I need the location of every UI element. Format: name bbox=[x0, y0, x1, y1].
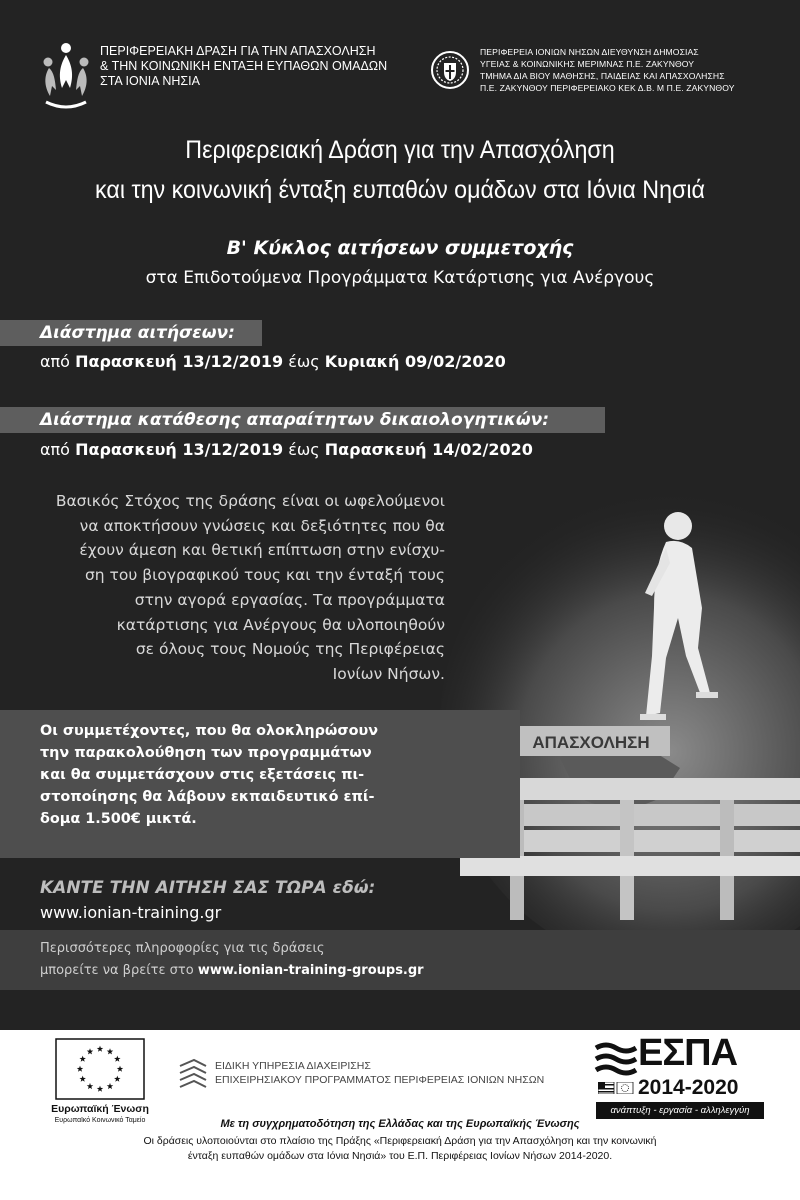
participants-line: την παρακολούθηση των προγραμμάτων bbox=[40, 745, 372, 761]
greek-seal-icon bbox=[430, 50, 470, 90]
cofunding-statement: Με τη συγχρηματοδότηση της Ελλάδας και της Ευρωπαϊκής Ένωσης bbox=[220, 1118, 580, 1130]
call-to-action: ΚΑΝΤΕ ΤΗΝ ΑΙΤΗΣΗ ΣΑΣ ΤΩΡΑ εδώ: bbox=[40, 878, 376, 898]
info-line bbox=[40, 960, 424, 982]
goal-paragraph bbox=[40, 489, 445, 687]
info-prefix: μπορείτε να βρείτε στο bbox=[40, 963, 194, 978]
participants-line: Οι συμμετέχοντες, που θα ολοκληρώσουν bbox=[40, 723, 378, 739]
application-link[interactable]: www.ionian-training.gr bbox=[40, 903, 222, 922]
espa-title: ΕΣΠΑ bbox=[638, 1032, 738, 1074]
espa-years: 2014-2020 bbox=[638, 1076, 739, 1099]
right-org-line: Π.Ε. ΖΑΚΥΝΘΟΥ ΠΕΡΙΦΕΡΕΙΑΚΟ ΚΕΚ Δ.Β. Μ Π.Ε. ΖΑΚΥΝΘΟΥ bbox=[480, 83, 735, 93]
footnote-line: Οι δράσεις υλοποιούνται στο πλαίσιο της Πράξης «Περιφερειακή Δράση για την Απασχόληση και την κοινωνική bbox=[143, 1135, 657, 1147]
right-organization bbox=[480, 46, 780, 94]
right-org-line: ΥΓΕΙΑΣ & ΚΟΙΝΩΝΙΚΗΣ ΜΕΡΙΜΝΑΣ Π.Ε. ΖΑΚΥΝΘΟΥ bbox=[480, 59, 695, 69]
main-title bbox=[28, 130, 772, 210]
goal-line: να αποκτήσουν γνώσεις και δεξιότητες που θα bbox=[79, 516, 445, 535]
cycle-heading: Β' Κύκλος αιτήσεων συμμετοχής bbox=[226, 237, 574, 259]
participants-paragraph bbox=[40, 720, 420, 830]
right-org-line: ΤΜΗΜΑ ΔΙΑ ΒΙΟΥ ΜΑΘΗΣΗΣ, ΠΑΙΔΕΙΑΣ ΚΑΙ ΑΠΑΣΧΟΛΗΣΗΣ bbox=[480, 71, 725, 81]
to-word: έως bbox=[288, 440, 320, 459]
title-line: Περιφερειακή Δράση για την Απασχόληση bbox=[185, 136, 615, 164]
title-line: και την κοινωνική ένταξη ευπαθών ομάδων στα Ιόνια Νησιά bbox=[95, 176, 705, 204]
goal-line: Βασικός Στόχος της δράσης είναι οι ωφελούμενοι bbox=[55, 492, 445, 510]
goal-line: στην αγορά εργασίας. Τα προγράμματα bbox=[134, 590, 445, 609]
documents-period-label: Διάστημα κατάθεσης απαραίτητων δικαιολογητικών: bbox=[0, 407, 605, 433]
footnote-line: ένταξη ευπαθών ομάδων στα Ιόνια Νησιά» του Ε.Π. Περιφέρειας Ιονίων Νήσων 2014-2020. bbox=[187, 1150, 613, 1162]
more-info bbox=[40, 938, 424, 982]
left-organization bbox=[100, 44, 410, 89]
info-link[interactable]: www.ionian-training-groups.gr bbox=[197, 963, 424, 978]
goal-line: ση του βιογραφικού τους και την ένταξή τους bbox=[84, 566, 445, 585]
managing-authority-line: ΕΙΔΙΚΗ ΥΠΗΡΕΣΙΑ ΔΙΑΧΕΙΡΙΣΗΣ bbox=[215, 1060, 371, 1072]
eu-flag-icon bbox=[55, 1038, 145, 1100]
goal-line: σε όλους τους Νομούς της Περιφέρειας bbox=[135, 640, 445, 659]
espa-slogan: ανάπτυξη - εργασία - αλληλεγγύη bbox=[596, 1102, 764, 1119]
greece-eu-flags-icon bbox=[598, 1082, 634, 1094]
subtitle: στα Επιδοτούμενα Προγράμματα Κατάρτισης για Ανέργους bbox=[145, 268, 655, 288]
managing-authority-logo-icon bbox=[178, 1058, 208, 1090]
left-org-line: & ΤΗΝ ΚΟΙΝΩΝΙΚΗ ΕΝΤΑΞΗ ΕΥΠΑΘΩΝ ΟΜΑΔΩΝ bbox=[100, 59, 388, 73]
left-org-line: ΠΕΡΙΦΕΡΕΙΑΚΗ ΔΡΑΣΗ ΓΙΑ ΤΗΝ ΑΠΑΣΧΟΛΗΣΗ bbox=[100, 44, 376, 58]
documents-period-dates bbox=[40, 439, 533, 461]
left-org-line: ΣΤΑ ΙΟΝΙΑ ΝΗΣΙΑ bbox=[100, 74, 200, 88]
goal-line: κατάρτισης για Ανέργους θα υλοποιηθούν bbox=[116, 615, 445, 634]
managing-authority-line: ΕΠΙΧΕΙΡΗΣΙΑΚΟΥ ΠΡΟΓΡΑΜΜΑΤΟΣ ΠΕΡΙΦΕΡΕΙΑΣ ΙΟΝΙΩΝ ΝΗΣΩΝ bbox=[215, 1074, 545, 1086]
espa-waves-icon bbox=[594, 1040, 638, 1080]
info-line: Περισσότερες πληροφορίες για τις δράσεις bbox=[40, 941, 325, 956]
participants-line: δομα 1.500€ μικτά. bbox=[40, 811, 197, 827]
goal-line: Ιονίων Νήσων. bbox=[332, 664, 445, 683]
application-period-dates bbox=[40, 351, 506, 373]
goal-line: έχουν άμεση και θετική επίπτωση στην ενίσχυ- bbox=[79, 541, 445, 560]
right-org-line: ΠΕΡΙΦΕΡΕΙΑ ΙΟΝΙΩΝ ΝΗΣΩΝ ΔΙΕΥΘΥΝΣΗ ΔΗΜΟΣΙΑΣ bbox=[480, 47, 699, 57]
participants-line: στοποίησης θα λάβουν εκπαιδευτικό επί- bbox=[40, 789, 375, 805]
start-date: Παρασκευή 13/12/2019 bbox=[75, 440, 284, 459]
eu-label: Ευρωπαϊκή Ένωση bbox=[51, 1103, 149, 1115]
photo-sign-text: ΑΠΑΣΧΟΛΗΣΗ bbox=[532, 733, 650, 752]
from-word: από bbox=[40, 352, 70, 371]
climbing-figure-photo bbox=[440, 478, 800, 938]
eu-fund: Ευρωπαϊκό Κοινωνικό Ταμείο bbox=[54, 1117, 146, 1124]
application-period-label: Διάστημα αιτήσεων: bbox=[0, 320, 262, 346]
end-date: Κυριακή 09/02/2020 bbox=[324, 352, 506, 371]
end-date: Παρασκευή 14/02/2020 bbox=[324, 440, 533, 459]
regional-action-logo-icon bbox=[40, 40, 92, 110]
participants-line: και θα συμμετάσχουν στις εξετάσεις πι- bbox=[40, 767, 365, 783]
start-date: Παρασκευή 13/12/2019 bbox=[75, 352, 284, 371]
to-word: έως bbox=[288, 352, 320, 371]
from-word: από bbox=[40, 440, 70, 459]
